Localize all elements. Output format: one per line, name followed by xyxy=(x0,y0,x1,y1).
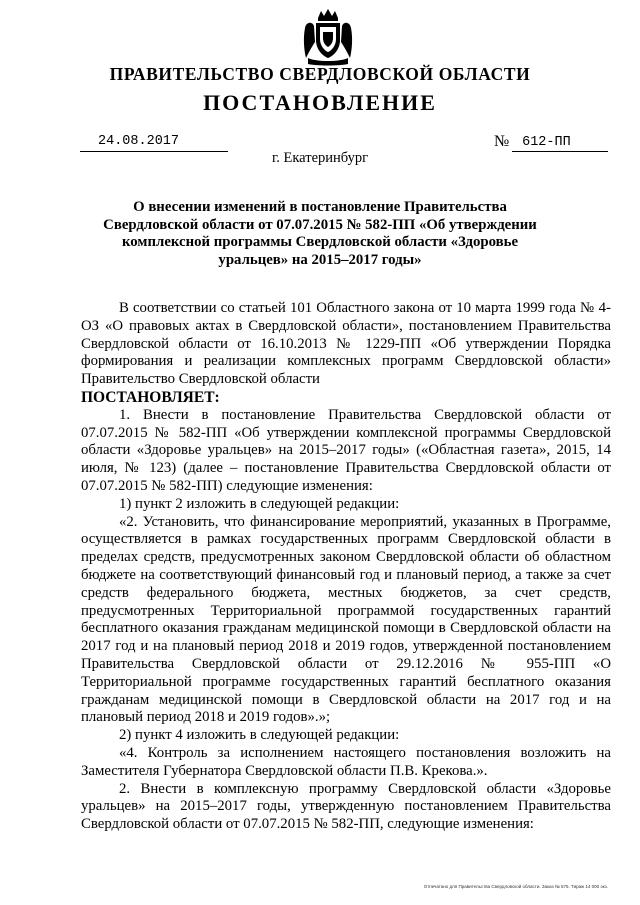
item-1-paragraph: 1. Внести в постановление Правительства Свердловской области от 07.07.2015 № 582-ПП «Об утверждении комплексной программы Свердловской области «Здоровье уральцев» на 2015–2017 годы» («Областная газета», 2015, 14 июля, № 123) (далее – постановление Правительства Свердловской области от 07.07.2015 № 582-ПП) следующие изменения: xyxy=(81,406,611,494)
coat-of-arms-icon xyxy=(302,8,354,66)
item-1-2-paragraph: 2) пункт 4 изложить в следующей редакции: xyxy=(119,727,400,744)
item-2-paragraph: 2. Внести в комплексную программу Свердловской области «Здоровье уральцев» на 2015–2017 годы, утвержденную постановлением Правительства Свердловской области от 07.07.2015 № 582-ПП, следующие изменения: xyxy=(81,780,611,833)
item-1-1-text-paragraph: «2. Установить, что финансирование мероприятий, указанных в Программе, осуществляется в рамках государственных программ Свердловской области в пределах средств, предусмотренных законом Свердловской области об областном бюджете на соответствующий финансовый год и плановый период, а также за счет средств федерального бюджета, местных бюджетов, за счет средств, предусмотренных Территориальной программой государственных гарантий бесплатного оказания гражданам медицинской помощи в Свердловской области на 2017 год и на плановый период 2018 и 2019 годов, утвержденной постановлением Правительства Свердловской области от 29.12.2016 № 955-ПП «О Территориальной программе государственных гарантий бесплатного оказания гражданам медицинской помощи в Свердловской области на 2017 год и на плановый период 2018 и 2019 годов».»; xyxy=(81,513,611,726)
number-label: № xyxy=(494,133,510,150)
document-date: 24.08.2017 xyxy=(80,134,228,152)
document-number-value: 612-ПП xyxy=(522,135,571,150)
document-title: О внесении изменений в постановление Правительства Свердловской области от 07.07.2015 № 582-ПП «Об утверждении комплексной программы Свердловской области «Здоровье уральцев» на 2015–2017 годы» xyxy=(103,199,537,268)
print-footer: Отпечатано для Правительства Свердловской области. Заказ № 575. Тираж 14 000 экз. xyxy=(423,884,608,889)
item-1-1-paragraph: 1) пункт 2 изложить в следующей редакции: xyxy=(119,495,400,512)
resolves-heading: ПОСТАНОВЛЯЕТ: xyxy=(81,388,220,406)
organization-name: ПРАВИТЕЛЬСТВО СВЕРДЛОВСКОЙ ОБЛАСТИ xyxy=(109,64,531,84)
item-1-2-text-paragraph: «4. Контроль за исполнением настоящего постановления возложить на Заместителя Губернатора Свердловской области П.В. Крекова.». xyxy=(81,744,611,779)
document-type: ПОСТАНОВЛЕНИЕ xyxy=(203,90,437,115)
preamble-paragraph: В соответствии со статьей 101 Областного закона от 10 марта 1999 года № 4-ОЗ «О правовых актах в Свердловской области», постановлением Правительства Свердловской области от 16.10.2013 № 1229-ПП «Об утверждении Порядка формирования и реализации комплексных программ Свердловской области» Правительство Свердловской области xyxy=(81,300,611,388)
document-body xyxy=(81,300,611,834)
city: г. Екатеринбург xyxy=(271,150,369,166)
